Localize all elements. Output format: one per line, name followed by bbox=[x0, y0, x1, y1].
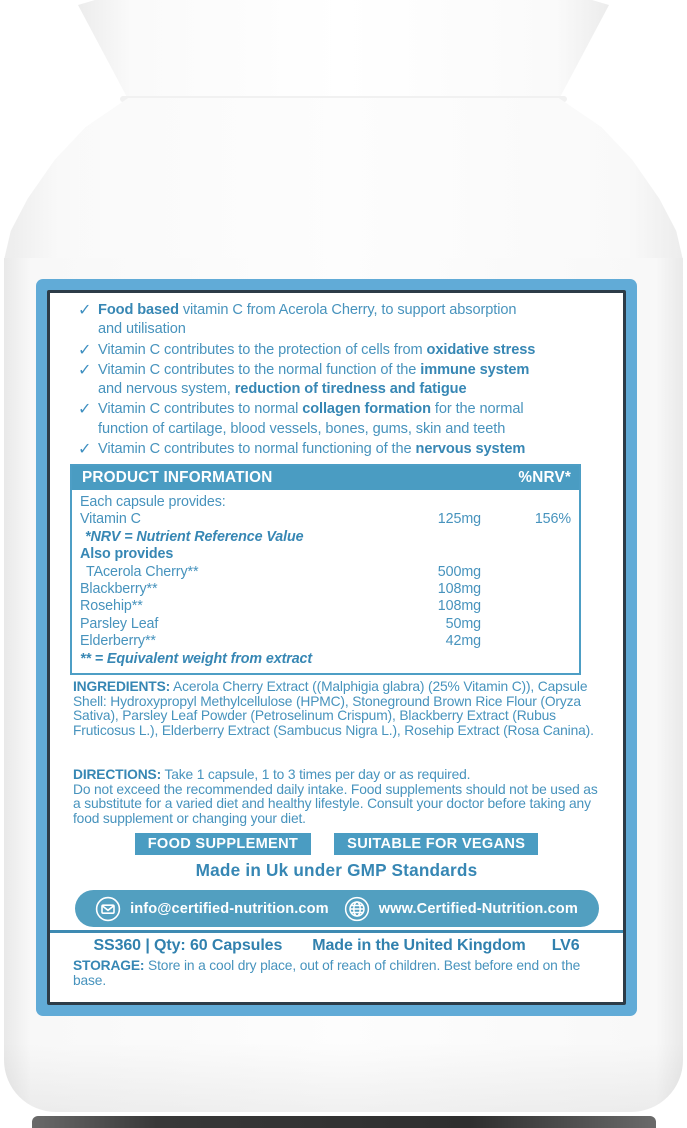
storage-paragraph bbox=[73, 959, 604, 988]
label-band bbox=[36, 279, 637, 1016]
badge-row bbox=[50, 833, 623, 855]
nutrient-nrv: 156% bbox=[534, 511, 571, 528]
benefit-item bbox=[78, 400, 535, 439]
batch-line bbox=[50, 937, 623, 955]
storage-text: Store in a cool dry place, out of reach of children. Best before end on the base. bbox=[73, 958, 581, 988]
product-information-table bbox=[70, 464, 581, 675]
website-text: www.Certified-Nutrition.com bbox=[378, 900, 578, 917]
storage-label: STORAGE: bbox=[73, 958, 145, 973]
table-title: PRODUCT INFORMATION bbox=[82, 469, 273, 486]
benefit-text: Vitamin C contributes to normal functioning of the nervous system bbox=[98, 441, 526, 458]
label-panel bbox=[47, 290, 626, 1005]
nutrient-name: Blackberry** bbox=[80, 581, 158, 598]
check-icon: ✓ bbox=[78, 401, 92, 419]
benefits-list bbox=[78, 301, 535, 460]
directions-label: DIRECTIONS: bbox=[73, 767, 162, 782]
directions-line2: Do not exceed the recommended daily intake. Food supplements should not be used as a substitute for a varied diet and healthy lifestyle. Consult your doctor before taking any food supplement or changing your diet. bbox=[73, 781, 598, 827]
nrv-column-header: %NRV* bbox=[518, 469, 571, 486]
food-supplement-badge: FOOD SUPPLEMENT bbox=[135, 833, 311, 855]
extract-note-row bbox=[80, 651, 571, 668]
nrv-note: *NRV = Nutrient Reference Value bbox=[85, 528, 304, 545]
benefit-item bbox=[78, 440, 535, 459]
nutrient-name: Elderberry** bbox=[80, 633, 156, 650]
envelope-icon bbox=[95, 896, 121, 922]
ingredients-paragraph bbox=[73, 680, 604, 739]
sku-qty: SS360 | Qty: 60 Capsules bbox=[93, 937, 283, 954]
check-icon: ✓ bbox=[78, 341, 92, 359]
table-row bbox=[80, 511, 571, 528]
benefit-item bbox=[78, 361, 535, 400]
table-row bbox=[80, 494, 571, 511]
benefit-text: Food based vitamin C from Acerola Cherry, to support absorption and utilisation bbox=[98, 302, 517, 338]
nutrient-amount: 108mg bbox=[437, 581, 481, 598]
also-provides-label: Also provides bbox=[80, 546, 174, 563]
table-body bbox=[72, 490, 579, 673]
origin-text: Made in the United Kingdom bbox=[312, 937, 526, 954]
check-icon: ✓ bbox=[78, 361, 92, 379]
ground-shadow bbox=[32, 1116, 656, 1128]
nutrient-amount: 50mg bbox=[445, 615, 481, 632]
section-divider bbox=[50, 930, 623, 933]
benefit-text: Vitamin C contributes to the protection of cells from oxidative stress bbox=[98, 341, 536, 358]
vegan-badge: SUITABLE FOR VEGANS bbox=[334, 833, 538, 855]
contact-bar bbox=[75, 890, 599, 927]
nutrient-amount: 108mg bbox=[437, 598, 481, 615]
nutrient-name: Rosehip** bbox=[80, 598, 143, 615]
check-icon: ✓ bbox=[78, 441, 92, 459]
nutrient-name: Parsley Leaf bbox=[80, 615, 159, 632]
also-provides-row bbox=[80, 546, 571, 563]
bottle-shoulder bbox=[4, 98, 683, 260]
table-row bbox=[80, 564, 571, 581]
table-row bbox=[80, 633, 571, 650]
benefit-item bbox=[78, 341, 535, 360]
nrv-note-row bbox=[80, 529, 571, 546]
website-group bbox=[344, 896, 578, 922]
directions-line1: Take 1 capsule, 1 to 3 times per day or as required. bbox=[161, 767, 471, 782]
nutrient-amount: 500mg bbox=[437, 563, 481, 580]
batch-code: LV6 bbox=[551, 937, 580, 954]
nutrient-amount: 125mg bbox=[437, 511, 481, 528]
benefit-text: Vitamin C contributes to normal collagen formation for the normal function of cartilage, blood vessels, bones, gums, skin and teeth bbox=[98, 401, 524, 437]
globe-icon bbox=[344, 896, 370, 922]
gmp-statement: Made in Uk under GMP Standards bbox=[195, 860, 478, 880]
nutrient-name: TAcerola Cherry** bbox=[86, 563, 199, 580]
nutrient-amount: 42mg bbox=[445, 633, 481, 650]
ingredients-label: INGREDIENTS: bbox=[73, 679, 171, 694]
directions-paragraph bbox=[73, 768, 604, 827]
extract-note: ** = Equivalent weight from extract bbox=[80, 650, 313, 667]
nutrient-name: Vitamin C bbox=[80, 511, 141, 528]
benefit-text: Vitamin C contributes to the normal function of the immune system and nervous system, reduction of tiredness and fatigue bbox=[98, 361, 530, 398]
table-row bbox=[80, 581, 571, 598]
email-group bbox=[95, 896, 329, 922]
bottle-cap bbox=[78, 0, 609, 100]
ingredients-text: Acerola Cherry Extract ((Malphigia glabra) (25% Vitamin C)), Capsule Shell: Hydroxypropyl Methylcellulose (HPMC), Stoneground Brown Rice Flour (Oryza Sativa), Parsley Leaf Powder (Petroselinum Crispum), Blackberry Extract (Rubus Fruticosus L.), Elderberry Extract (Sambucus Nigra L.), Rosehip Extract (Rosa Canina). bbox=[73, 679, 594, 739]
benefit-item bbox=[78, 301, 535, 340]
table-header-bar bbox=[72, 466, 579, 490]
email-text: info@certified-nutrition.com bbox=[130, 900, 329, 917]
table-row bbox=[80, 598, 571, 615]
nutrient-name: Each capsule provides: bbox=[80, 494, 226, 510]
table-row bbox=[80, 616, 571, 633]
check-icon: ✓ bbox=[78, 302, 92, 319]
